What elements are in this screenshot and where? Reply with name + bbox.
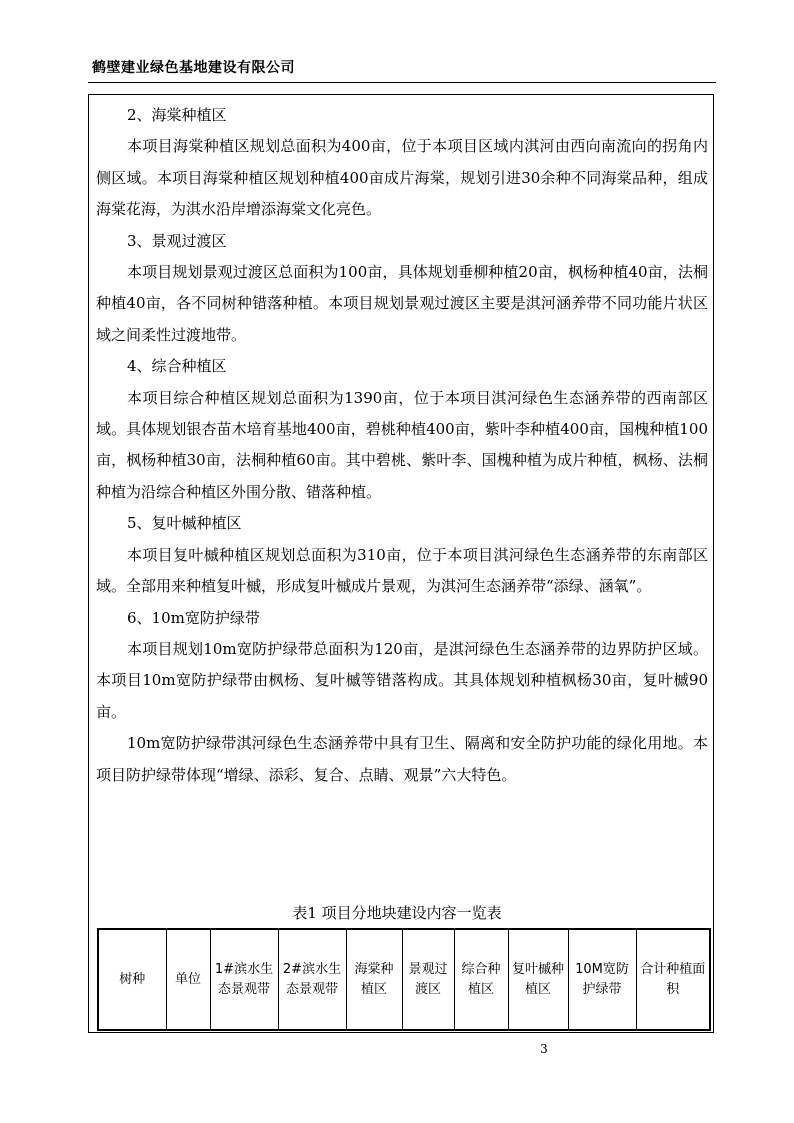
section-heading: 5、复叶槭种植区 xyxy=(127,514,242,533)
header-cell-unit: 单位 xyxy=(166,929,210,1030)
section-paragraph: 本项目规划景观过渡区总面积为100亩，具体规划垂柳种植20亩，枫杨种植40亩，法桐种植40亩，各不同树种错落种植。本项目规划景观过渡区主要是淇河涵养带不同功能片状区域之间柔性过渡地带。 xyxy=(96,263,708,344)
header-cell-begonia: 海棠种植区 xyxy=(346,929,402,1030)
section-heading: 3、景观过渡区 xyxy=(127,231,227,250)
document-body xyxy=(96,100,708,791)
page-number: 3 xyxy=(540,1042,548,1056)
table-caption: 表1 项目分地块建设内容一览表 xyxy=(292,904,502,922)
section-heading: 4、综合种植区 xyxy=(127,357,227,376)
company-name: 鹤壁建业绿色基地建设有限公司 xyxy=(92,60,295,76)
section-heading: 2、海棠种植区 xyxy=(127,106,227,124)
header-cell-transition: 景观过渡区 xyxy=(402,929,454,1030)
section-paragraph: 本项目综合种植区规划总面积为1390亩，位于本项目淇河绿色生态涵养带的西南部区域。具体规划银杏苗木培育基地400亩，碧桃种植400亩，紫叶李种植400亩，国槐种植100亩，枫杨种植30亩，法桐种植60亩。其中碧桃、紫叶李、国槐种植为成片种植，枫杨、法桐种植为沿综合种植区外围分散、错落种植。 xyxy=(96,388,708,501)
header-cell-species: 树种 xyxy=(98,929,166,1030)
closing-paragraph: 10m宽防护绿带淇河绿色生态涵养带中具有卫生、隔离和安全防护功能的绿化用地。本项目防护绿带体现“增绿、添彩、复合、点睛、观景”六大特色。 xyxy=(96,734,708,784)
section-paragraph: 本项目规划10m宽防护绿带总面积为120亩，是淇河绿色生态涵养带的边界防护区域。本项目10m宽防护绿带由枫杨、复叶槭等错落构成。其具体规划种植枫杨30亩，复叶槭90亩。 xyxy=(96,639,708,721)
section-paragraph: 本项目复叶槭种植区规划总面积为310亩，位于本项目淇河绿色生态涵养带的东南部区域。全部用来种植复叶槭，形成复叶槭成片景观，为淇河生态涵养带“添绿、涵氧”。 xyxy=(96,545,708,596)
table-header-row xyxy=(98,929,710,1030)
section-paragraph: 本项目海棠种植区规划总面积为400亩，位于本项目区域内淇河由西向南流向的拐角内侧区域。本项目海棠种植区规划种植400亩成片海棠，规划引进30余种不同海棠品种，组成海棠花海，为淇水沿岸增添海棠文化亮色。 xyxy=(96,137,708,219)
header-cell-comprehensive: 综合种植区 xyxy=(454,929,508,1030)
header-cell-total: 合计种植面积 xyxy=(636,929,710,1030)
header-cell-protective-belt: 10M宽防护绿带 xyxy=(568,929,636,1030)
header-rule xyxy=(88,82,716,83)
planting-table xyxy=(97,928,711,1031)
section-heading: 6、10m宽防护绿带 xyxy=(127,608,260,627)
header-cell-belt-2: 2#滨水生态景观带 xyxy=(278,929,346,1030)
header-cell-maple: 复叶槭种植区 xyxy=(508,929,568,1030)
header-cell-belt-1: 1#滨水生态景观带 xyxy=(210,929,278,1030)
